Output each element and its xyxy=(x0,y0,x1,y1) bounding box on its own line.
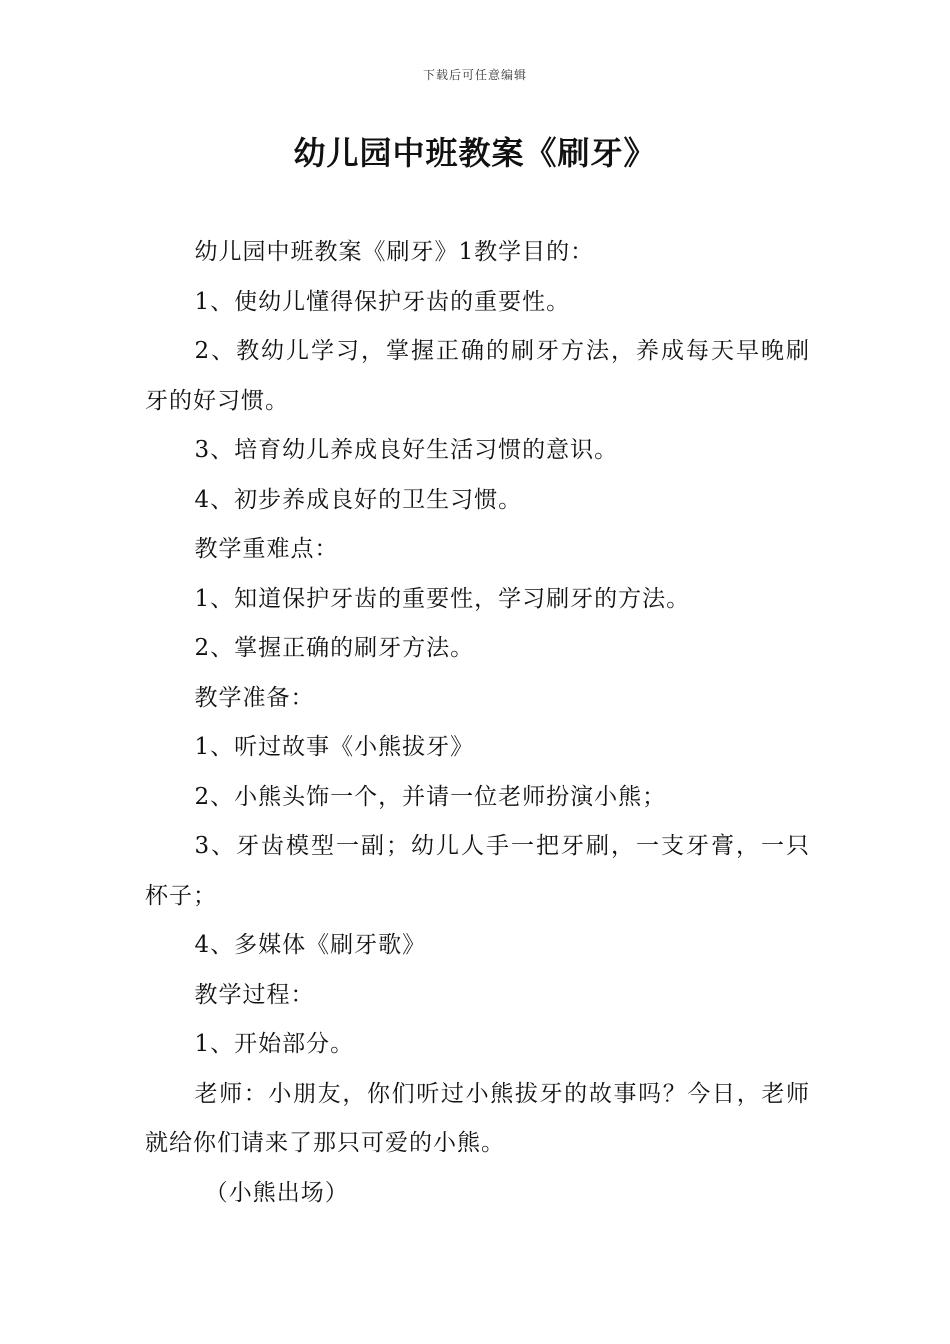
paragraph: 教学重难点： xyxy=(194,536,339,562)
paragraph: 2、教幼儿学习，掌握正确的刷牙方法，养成每天早晚刷牙的好习惯。 xyxy=(145,338,810,414)
document-title: 幼儿园中班教案《刷牙》 xyxy=(293,134,657,172)
document-body xyxy=(145,228,810,1218)
paragraph: 教学准备： xyxy=(194,684,315,711)
paragraph: 4、多媒体《刷牙歌》 xyxy=(194,932,427,958)
paragraph: 幼儿园中班教案《刷牙》1教学目的： xyxy=(194,239,595,265)
paragraph: 1、听过故事《小熊拔牙》 xyxy=(194,734,475,760)
paragraph: 2、掌握正确的刷牙方法。 xyxy=(194,635,475,661)
paragraph: （小熊出场） xyxy=(204,1179,349,1206)
paragraph: 4、初步养成良好的卫生习惯。 xyxy=(194,486,523,513)
paragraph: 教学过程： xyxy=(194,981,315,1008)
paragraph: 3、牙齿模型一副；幼儿人手一把牙刷，一支牙膏，一只杯子； xyxy=(145,833,810,909)
paragraph: 3、培育幼儿养成良好生活习惯的意识。 xyxy=(194,437,619,463)
paragraph: 1、知道保护牙齿的重要性，学习刷牙的方法。 xyxy=(194,585,691,612)
paragraph: 2、小熊头饰一个，并请一位老师扮演小熊； xyxy=(194,783,667,810)
paragraph: 1、开始部分。 xyxy=(194,1031,355,1057)
header-note: 下载后可任意编辑 xyxy=(422,68,527,82)
paragraph: 老师：小朋友，你们听过小熊拔牙的故事吗？今日，老师就给你们请来了那只可爱的小熊。 xyxy=(145,1080,810,1156)
paragraph: 1、使幼儿懂得保护牙齿的重要性。 xyxy=(194,288,571,315)
